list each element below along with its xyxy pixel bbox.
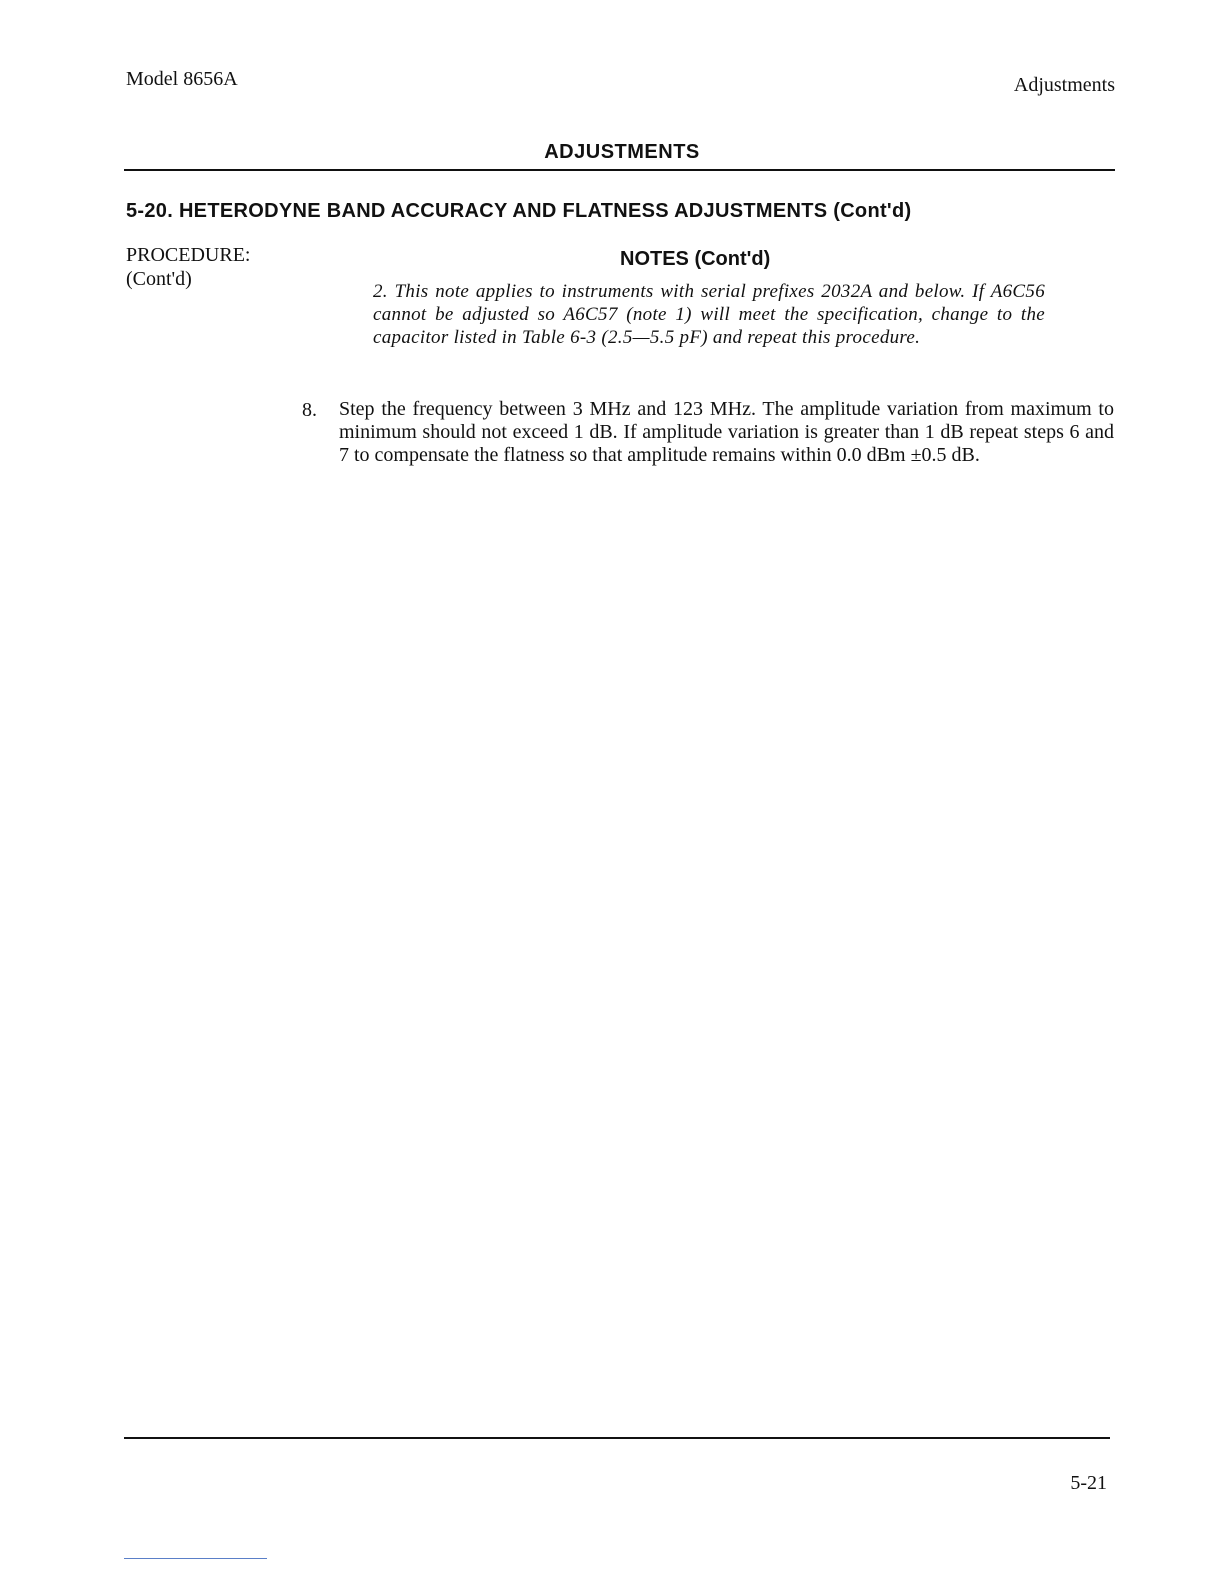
procedure-cont-label: (Cont'd): [126, 268, 192, 290]
page-number: 5-21: [1070, 1472, 1107, 1494]
procedure-label: PROCEDURE:: [126, 244, 251, 266]
notes-heading: NOTES (Cont'd): [620, 248, 771, 270]
page-title: ADJUSTMENTS: [544, 141, 700, 163]
section-heading: 5-20. HETERODYNE BAND ACCURACY AND FLATNESS ADJUSTMENTS (Cont'd): [126, 200, 912, 222]
step-text: Step the frequency between 3 MHz and 123 MHz. The amplitude variation from maximum to minimum should not exceed 1 dB. If amplitude variation is greater than 1 dB repeat steps 6 and 7 to compensate the flatness so that amplitude remains within 0.0 dBm ±0.5 dB.: [339, 398, 1114, 466]
step-number: 8.: [302, 399, 317, 421]
bottom-mark: [124, 1558, 267, 1559]
header-model: Model 8656A: [126, 68, 238, 90]
note-2: 2. This note applies to instruments with serial prefixes 2032A and below. If A6C56 cannot be adjusted so A6C57 (note 1) will meet the specification, change to the capacitor listed in Table 6-3 (2.5—5.5 pF) and repeat this procedure.: [373, 281, 1045, 348]
footer-rule: [124, 1437, 1110, 1439]
header-section: Adjustments: [1013, 74, 1115, 96]
title-rule: [124, 169, 1115, 171]
